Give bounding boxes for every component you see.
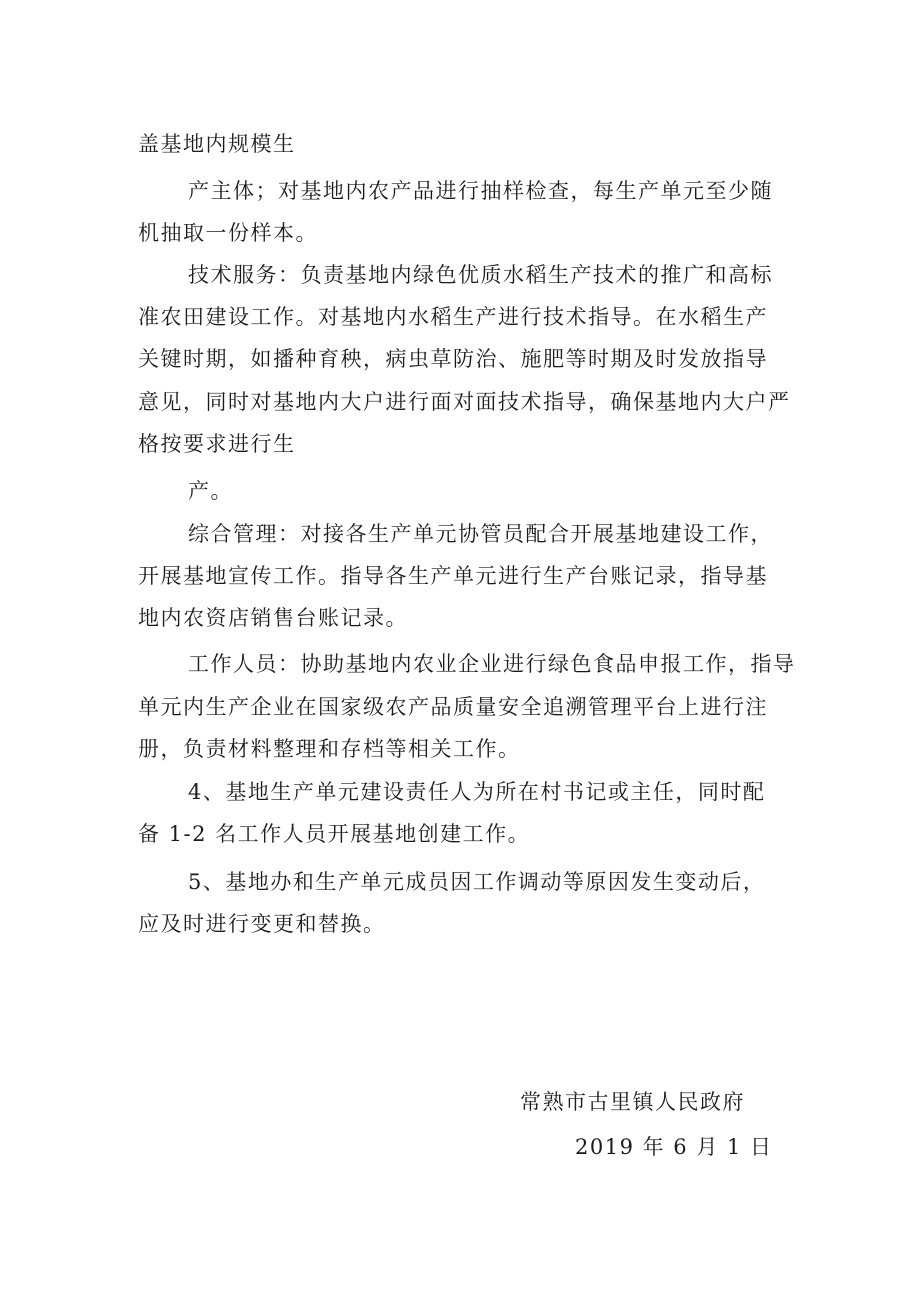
text-line: 格按要求进行生 xyxy=(138,432,296,456)
text-line: 应及时进行变更和替换。 xyxy=(138,912,386,936)
text-line: 关键时期，如播种育秧，病虫草防治、施肥等时期及时发放指导 xyxy=(138,347,768,371)
text-line: 产主体；对基地内农产品进行抽样检查，每生产单元至少随 xyxy=(188,179,773,203)
text-line: 准农田建设工作。对基地内水稻生产进行技术指导。在水稻生产 xyxy=(138,305,768,329)
text-line: 机抽取一份样本。 xyxy=(138,221,318,245)
text-line: 地内农资店销售台账记录。 xyxy=(138,606,408,630)
text-line: 开展基地宣传工作。指导各生产单元进行生产台账记录，指导基 xyxy=(138,564,768,588)
text-line: 技术服务：负责基地内绿色优质水稻生产技术的推广和高标 xyxy=(188,263,773,287)
text-line: 综合管理：对接各生产单元协管员配合开展基地建设工作， xyxy=(188,522,773,546)
text-line: 单元内生产企业在国家级农产品质量安全追溯管理平台上进行注 xyxy=(138,695,768,719)
signature-organization: 常熟市古里镇人民政府 xyxy=(520,1090,745,1114)
text-line: 4、基地生产单元建设责任人为所在村书记或主任，同时配 xyxy=(188,780,766,804)
text-line: 意见，同时对基地内大户进行面对面技术指导，确保基地内大户严 xyxy=(138,390,791,414)
text-line: 备 1-2 名工作人员开展基地创建工作。 xyxy=(138,822,531,846)
text-line: 册，负责材料整理和存档等相关工作。 xyxy=(138,737,521,761)
text-line: 工作人员：协助基地内农业企业进行绿色食品申报工作，指导 xyxy=(188,652,796,676)
text-line: 5、基地办和生产单元成员因工作调动等原因发生变动后， xyxy=(188,870,766,894)
text-line: 产。 xyxy=(188,479,233,503)
signature-date: 2019 年 6 月 1 日 xyxy=(575,1135,773,1159)
text-line: 盖基地内规模生 xyxy=(138,132,296,156)
